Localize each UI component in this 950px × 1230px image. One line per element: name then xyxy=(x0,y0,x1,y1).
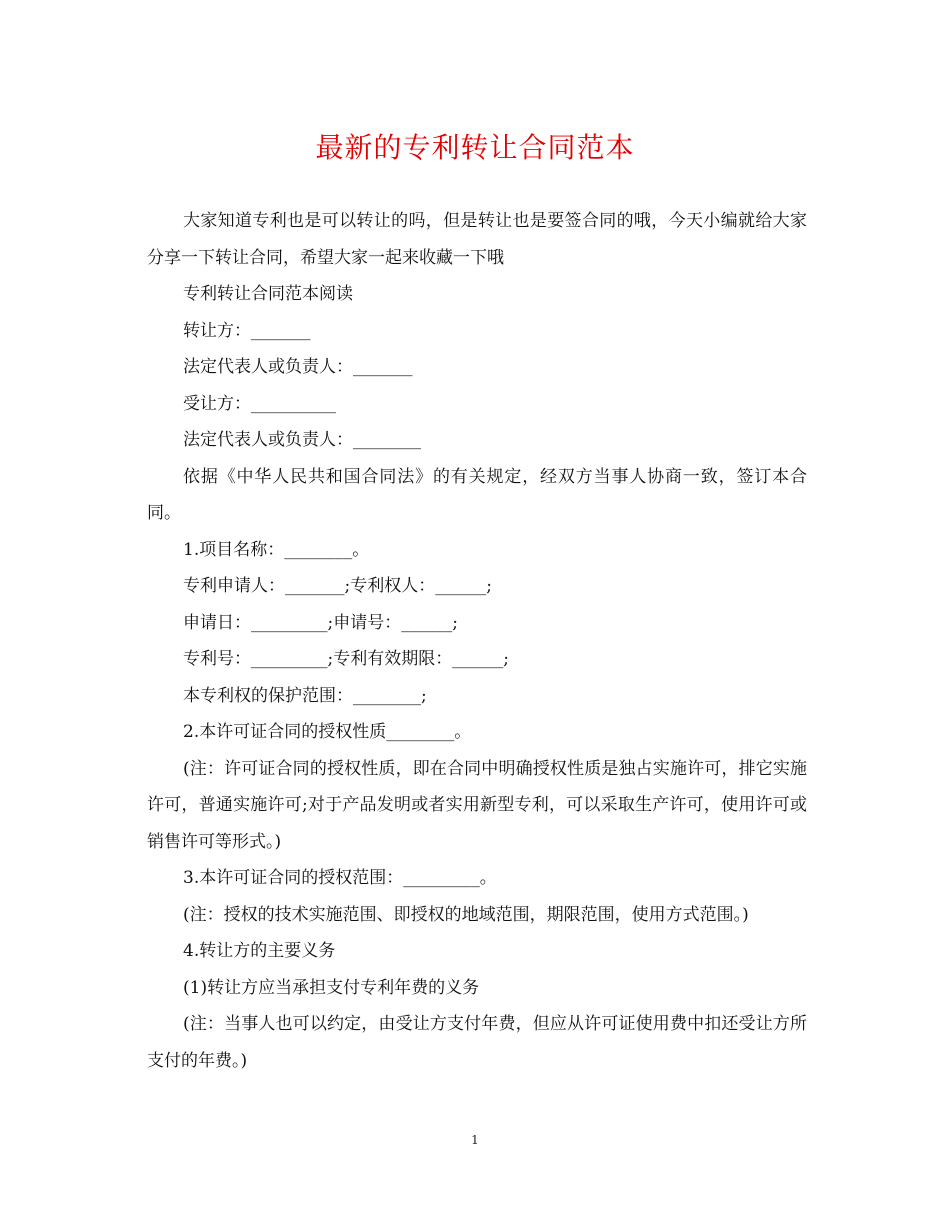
page-number: 1 xyxy=(471,1133,479,1147)
license-scope-note: (注：授权的技术实施范围、即授权的地域范围，期限范围，使用方式范围。) xyxy=(183,904,749,925)
transferor-representative-field: 法定代表人或负责人：_______ xyxy=(183,357,413,377)
document-body xyxy=(147,203,807,1079)
application-date-line: 申请日：_________;申请号：______; xyxy=(183,612,458,633)
intro-paragraph: 大家知道专利也是可以转让的吗，但是转让也是要签合同的哦，今天小编就给大家分享一下转让合同，希望大家一起来收藏一下哦 xyxy=(147,211,807,268)
transferor-field: 转让方：_______ xyxy=(183,320,311,341)
applicant-line: 专利申请人：_______;专利权人：______; xyxy=(183,576,492,596)
project-name-clause: 1.项目名称：________。 xyxy=(183,539,370,560)
license-scope-clause: 3.本许可证合同的授权范围：_________。 xyxy=(183,868,497,888)
annual-fee-duty: (1)转让方应当承担支付专利年费的义务 xyxy=(183,977,480,998)
protection-scope-line: 本专利权的保护范围：________; xyxy=(183,685,427,706)
transferee-representative-field: 法定代表人或负责人：________ xyxy=(183,430,421,450)
patent-number-line: 专利号：_________;专利有效期限：______; xyxy=(183,649,509,669)
license-nature-clause: 2.本许可证合同的授权性质________。 xyxy=(183,722,472,742)
section-heading: 专利转让合同范本阅读 xyxy=(183,284,353,304)
transferor-duties-heading: 4.转让方的主要义务 xyxy=(183,941,336,961)
annual-fee-note: (注：当事人也可以约定，由受让方支付年费，但应从许可证使用费中扣还受让方所支付的年费。) xyxy=(147,1014,807,1071)
license-nature-note: (注：许可证合同的授权性质，即在合同中明确授权性质是独占实施许可，排它实施许可，普通实施许可;对于产品发明或者实用新型专利，可以采取生产许可，使用许可或销售许可等形式。) xyxy=(147,758,807,852)
document-title: 最新的专利转让合同范本 xyxy=(315,131,635,164)
transferee-field: 受让方：__________ xyxy=(183,393,336,414)
legal-basis-paragraph: 依据《中华人民共和国合同法》的有关规定，经双方当事人协商一致，签订本合同。 xyxy=(147,466,807,523)
